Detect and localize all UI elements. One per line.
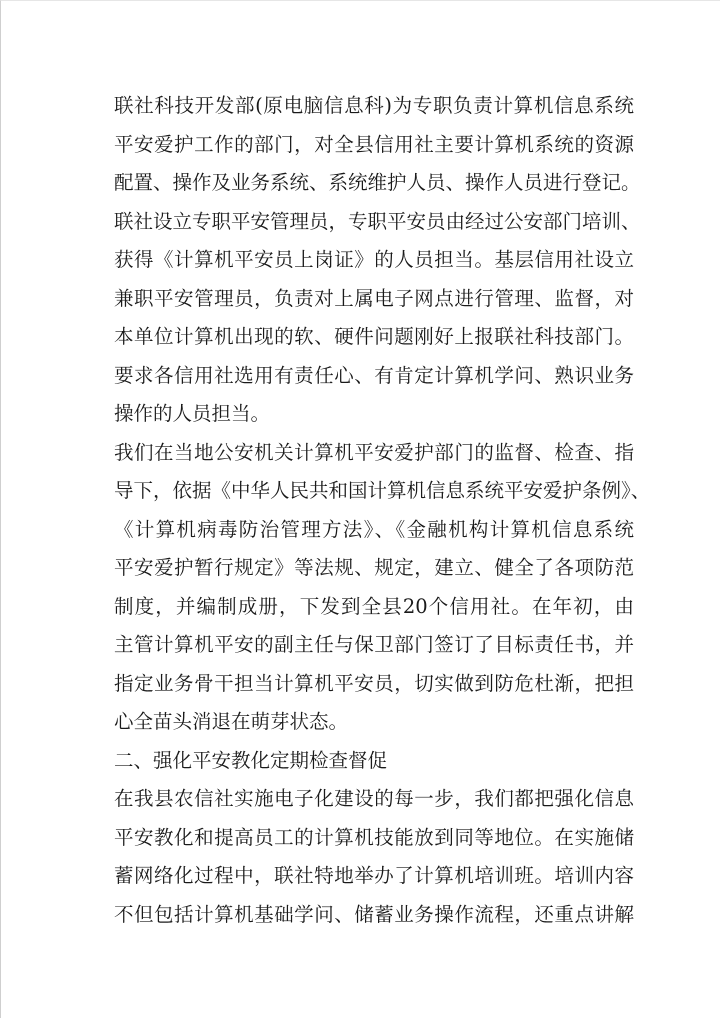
section-heading: 二、强化平安教化定期检查督促: [114, 748, 388, 772]
document-body: [114, 87, 651, 934]
text-line: 操作的人员担当。: [114, 402, 271, 425]
text-line: 《计算机病毒防治管理方法》、《金融机构计算机信息系统: [114, 517, 634, 541]
text-line: 不但包括计算机基础学问、储蓄业务操作流程，还重点讲解: [114, 902, 634, 926]
text-line: 指定业务骨干担当计算机平安员，切实做到防危杜渐，把担: [114, 671, 634, 695]
text-line: 获得《计算机平安员上岗证》的人员担当。基层信用社设立: [114, 248, 634, 271]
text-line: 要求各信用社选用有责任心、有肯定计算机学问、熟识业务: [114, 363, 634, 387]
text-line: 主管计算机平安的副主任与保卫部门签订了目标责任书，并: [114, 633, 634, 656]
text-line: 配置、操作及业务系统、系统维护人员、操作人员进行登记。: [114, 171, 641, 194]
text-line: 导下，依据《中华人民共和国计算机信息系统平安爱护条例》、: [114, 479, 651, 502]
text-line: 蓄网络化过程中，联社特地举办了计算机培训班。培训内容: [114, 864, 634, 887]
text-line: 心全苗头消退在萌芽状态。: [114, 710, 349, 733]
text-line: 平安教化和提高员工的计算机技能放到同等地位。在实施储: [114, 825, 634, 849]
text-line: 联社科技开发部(原电脑信息科)为专职负责计算机信息系统: [114, 94, 634, 117]
text-line: 平安爱护暂行规定》等法规、规定，建立、健全了各项防范: [114, 556, 634, 579]
text-line: 本单位计算机出现的软、硬件问题刚好上报联社科技部门。: [114, 325, 634, 348]
text-line: 联社设立专职平安管理员，专职平安员由经过公安部门培训、: [114, 209, 641, 233]
text-line: 平安爱护工作的部门，对全县信用社主要计算机系统的资源: [114, 132, 634, 156]
text-line: 兼职平安管理员，负责对上属电子网点进行管理、监督，对: [114, 286, 634, 310]
text-line: 在我县农信社实施电子化建设的每一步，我们都把强化信息: [114, 787, 634, 810]
text-line: 我们在当地公安机关计算机平安爱护部门的监督、检查、指: [114, 440, 634, 464]
text-line: 制度，并编制成册，下发到全县20个信用社。在年初，由: [114, 594, 634, 618]
